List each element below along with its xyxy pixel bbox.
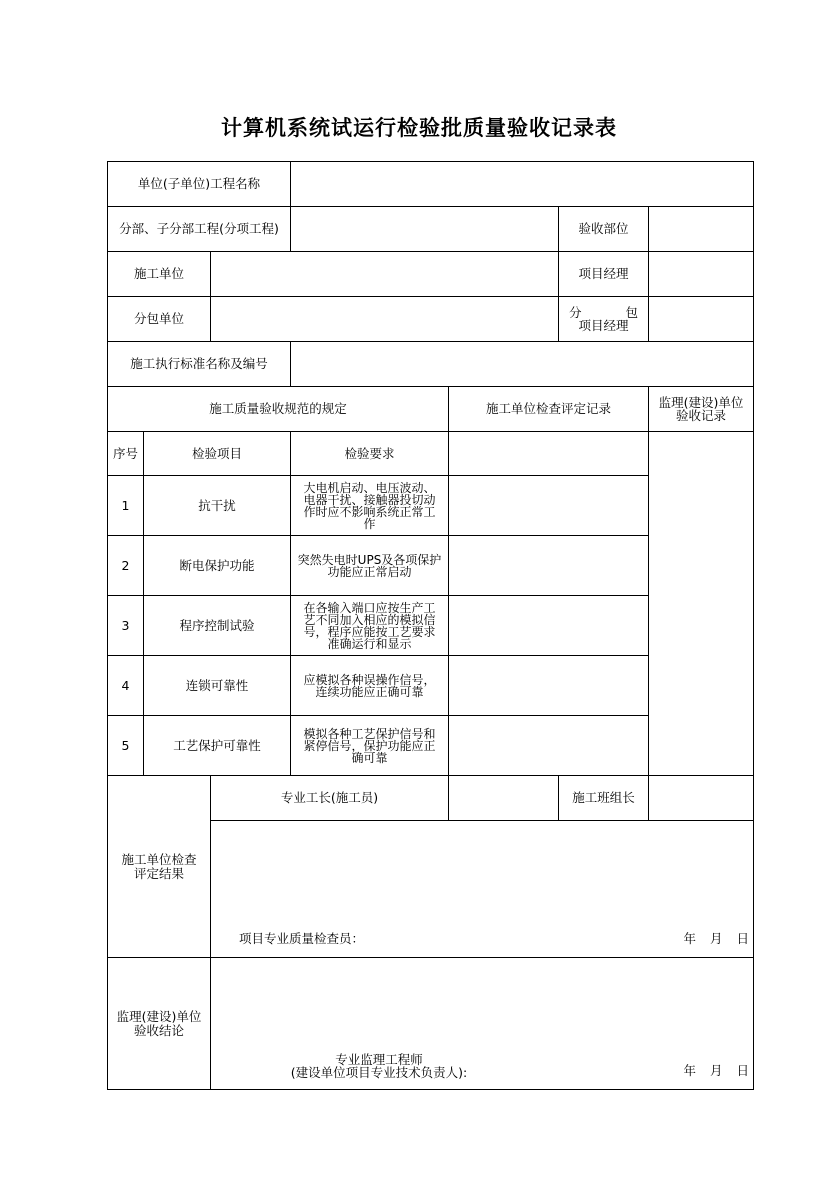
inspection-date xyxy=(669,932,749,945)
supervisor-record-header xyxy=(649,387,754,432)
team-leader-field[interactable] xyxy=(649,776,754,821)
date-year: 年 xyxy=(683,930,696,946)
supervisor-conclusion-label xyxy=(108,958,211,1090)
page-title: 计算机系统试运行检验批质量验收记录表 xyxy=(221,115,617,140)
supervisor-conclusion-field[interactable] xyxy=(211,958,754,1090)
date-year: 年 xyxy=(683,1062,696,1078)
contractor-result-field[interactable] xyxy=(211,821,754,958)
sub-pm-label-line2: 项目经理 xyxy=(578,318,629,333)
row-foreman xyxy=(108,776,754,821)
contractor-field[interactable] xyxy=(211,252,559,297)
acceptance-record-table xyxy=(107,161,754,1090)
foreman-field[interactable] xyxy=(449,776,559,821)
row-contractor xyxy=(108,252,754,297)
item-requirement: 突然失电时UPS及各项保护 功能应正常启动 xyxy=(291,536,449,596)
sub-project-manager-label xyxy=(559,297,649,342)
sub-pm-label-a: 分 xyxy=(569,304,582,320)
item-no: 4 xyxy=(108,656,144,716)
row-section-headers xyxy=(108,387,754,432)
supervisor-conclusion-line2: 验收结论 xyxy=(133,1022,184,1038)
row-project-name xyxy=(108,162,754,207)
item-requirement: 模拟各种工艺保护信号和 紧停信号，保护功能应正 确可靠 xyxy=(291,716,449,776)
date-month: 月 xyxy=(709,1062,723,1078)
subdivision-field[interactable] xyxy=(291,207,559,252)
row-supervisor-conclusion xyxy=(108,958,754,1090)
row-standard xyxy=(108,342,754,387)
item-name: 工艺保护可靠性 xyxy=(144,716,291,776)
subdivision-label: 分部、子分部工程(分项工程) xyxy=(108,207,291,252)
row-subdivision xyxy=(108,207,754,252)
item-requirement: 在各输入端口应按生产工 艺不同加入相应的模拟信 号，程序应能按工艺要求 准确运行和显示 xyxy=(291,596,449,656)
spec-header: 施工质量验收规范的规定 xyxy=(108,387,449,432)
standard-label: 施工执行标准名称及编号 xyxy=(108,342,291,387)
standard-field[interactable] xyxy=(291,342,754,387)
sub-project-manager-field[interactable] xyxy=(649,297,754,342)
row-subcontractor xyxy=(108,297,754,342)
item-no: 5 xyxy=(108,716,144,776)
project-name-label: 单位(子单位)工程名称 xyxy=(108,162,291,207)
item-no: 2 xyxy=(108,536,144,596)
item-contractor-record[interactable] xyxy=(449,656,649,716)
team-leader-label: 施工班组长 xyxy=(559,776,649,821)
engineer-line1: 专业监理工程师 xyxy=(335,1051,423,1067)
item-name: 抗干扰 xyxy=(144,476,291,536)
item-contractor-record[interactable] xyxy=(449,596,649,656)
item-requirement: 大电机启动、电压波动、 电器干扰、接触器投切动 作时应不影响系统正常工 作 xyxy=(291,476,449,536)
supervisor-record-line2: 验收记录 xyxy=(675,408,726,423)
engineer-label xyxy=(255,1053,503,1079)
col-requirement-header: 检验要求 xyxy=(291,432,449,476)
date-day: 日 xyxy=(736,930,749,946)
foreman-label: 专业工长(施工员) xyxy=(211,776,449,821)
item-name: 程序控制试验 xyxy=(144,596,291,656)
item-contractor-record[interactable] xyxy=(449,536,649,596)
supervisor-record-line1: 监理(建设)单位 xyxy=(658,394,744,410)
item-name: 连锁可靠性 xyxy=(144,656,291,716)
contractor-record-cell-header[interactable] xyxy=(449,432,649,476)
acceptance-part-field[interactable] xyxy=(649,207,754,252)
conclusion-date xyxy=(669,1064,749,1077)
project-manager-field[interactable] xyxy=(649,252,754,297)
item-requirement: 应模拟各种误操作信号， 连续功能应正确可靠 xyxy=(291,656,449,716)
subcontractor-label: 分包单位 xyxy=(108,297,211,342)
item-name: 断电保护功能 xyxy=(144,536,291,596)
date-day: 日 xyxy=(736,1062,749,1078)
contractor-result-line2: 评定结果 xyxy=(133,865,184,881)
subcontractor-field[interactable] xyxy=(211,297,559,342)
project-manager-label: 项目经理 xyxy=(559,252,649,297)
col-no-header: 序号 xyxy=(108,432,144,476)
engineer-line2: (建设单位项目专业技术负责人): xyxy=(290,1064,468,1080)
date-month: 月 xyxy=(709,930,723,946)
contractor-label: 施工单位 xyxy=(108,252,211,297)
acceptance-part-label: 验收部位 xyxy=(559,207,649,252)
item-contractor-record[interactable] xyxy=(449,476,649,536)
row-column-headers xyxy=(108,432,754,476)
inspector-label: 项目专业质量检查员： xyxy=(239,930,365,946)
sub-pm-label-b: 包 xyxy=(625,304,638,320)
item-no: 1 xyxy=(108,476,144,536)
supervisor-record-cell[interactable] xyxy=(649,432,754,776)
contractor-result-line1: 施工单位检查 xyxy=(121,852,197,868)
project-name-field[interactable] xyxy=(291,162,754,207)
contractor-record-header: 施工单位检查评定记录 xyxy=(449,387,649,432)
contractor-result-label xyxy=(108,776,211,958)
supervisor-conclusion-line1: 监理(建设)单位 xyxy=(116,1009,202,1025)
item-no: 3 xyxy=(108,596,144,656)
col-item-header: 检验项目 xyxy=(144,432,291,476)
item-contractor-record[interactable] xyxy=(449,716,649,776)
